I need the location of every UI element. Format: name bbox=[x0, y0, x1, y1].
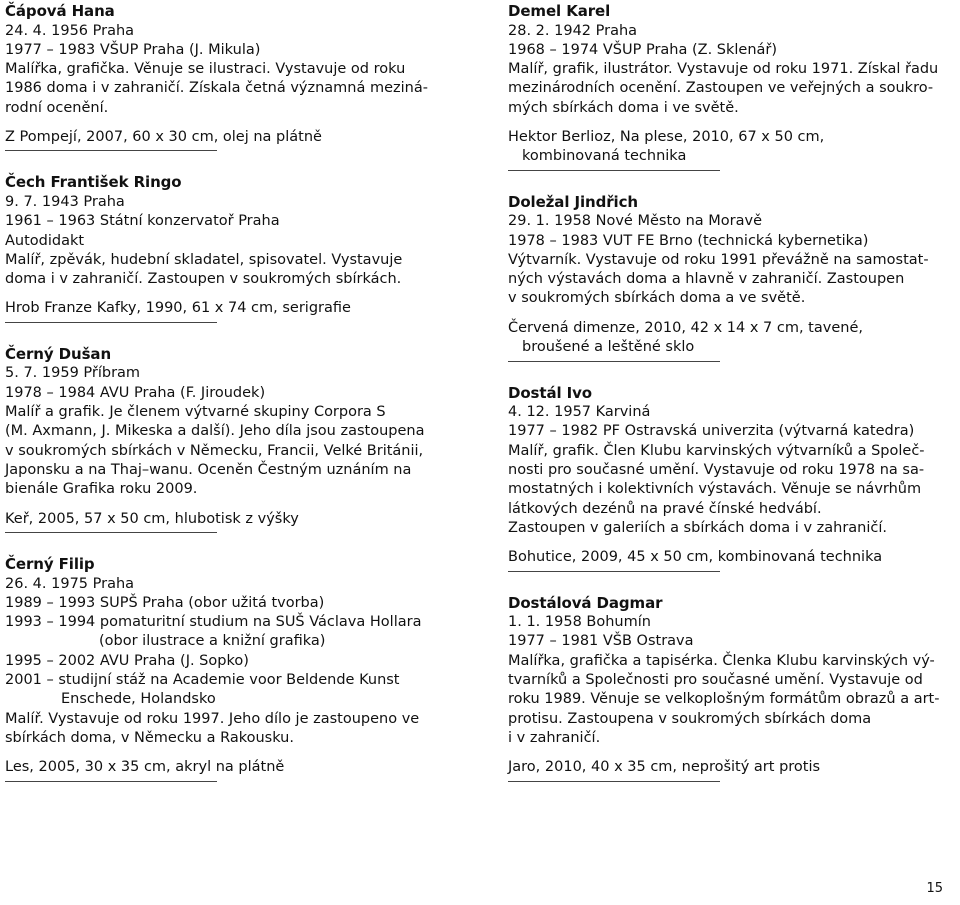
artwork-caption: Keř, 2005, 57 x 50 cm, hlubotisk z výšky bbox=[5, 510, 299, 527]
artist-entry-dolezal-jindrich bbox=[508, 193, 953, 362]
bio-line: 1978 – 1984 AVU Praha (F. Jiroudek) bbox=[5, 384, 266, 401]
artist-name: Demel Karel bbox=[508, 2, 611, 20]
bio-line: Výtvarník. Vystavuje od roku 1991 převážně na samostat- bbox=[508, 251, 929, 268]
bio-line: 1977 – 1981 VŠB Ostrava bbox=[508, 633, 694, 650]
bio-line: 28. 2. 1942 Praha bbox=[508, 22, 638, 39]
artwork-caption: Hrob Franze Kafky, 1990, 61 x 74 cm, serigrafie bbox=[5, 300, 351, 317]
right-column bbox=[508, 2, 953, 782]
artist-entry-cerny-filip bbox=[5, 555, 460, 782]
bio-line: bienále Grafika roku 2009. bbox=[5, 481, 198, 498]
page-number: 15 bbox=[926, 881, 943, 896]
bio-line: 4. 12. 1957 Karviná bbox=[508, 404, 651, 421]
bio-line: Malíř, zpěvák, hudební skladatel, spisovatel. Vystavuje bbox=[5, 251, 403, 268]
bio-line: Malíř a grafik. Je členem výtvarné skupiny Corpora S bbox=[5, 404, 386, 421]
artwork-caption-cont: broušené a leštěné sklo bbox=[522, 339, 695, 356]
bio-line: Enschede, Holandsko bbox=[61, 691, 216, 708]
bio-line: ných výstavách doma a hlavně v zahraničí. Zastoupen bbox=[508, 271, 905, 288]
bio-line: 1978 – 1983 VUT FE Brno (technická kybernetika) bbox=[508, 232, 869, 249]
artist-name: Čech František Ringo bbox=[5, 173, 182, 192]
bio-line: i v zahraničí. bbox=[508, 729, 601, 746]
bio-line: protisu. Zastoupena v soukromých sbírkách doma bbox=[508, 710, 872, 727]
artist-entry-dostal-ivo bbox=[508, 384, 953, 572]
bio-line: (obor ilustrace a knižní grafika) bbox=[99, 633, 326, 650]
left-column bbox=[5, 2, 460, 782]
artist-name: Čápová Hana bbox=[5, 2, 115, 20]
artist-entry-capova-hana bbox=[5, 2, 460, 151]
bio-line: v soukromých sbírkách v Německu, Francii, Velké Británii, bbox=[5, 442, 424, 459]
artist-name: Dostál Ivo bbox=[508, 383, 593, 402]
artwork-caption: Bohutice, 2009, 45 x 50 cm, kombinovaná technika bbox=[508, 549, 883, 566]
divider bbox=[508, 781, 720, 782]
bio-line: 26. 4. 1975 Praha bbox=[5, 575, 135, 592]
artist-name: Černý Dušan bbox=[5, 344, 112, 363]
artist-entry-dostalova-dagmar bbox=[508, 594, 953, 782]
bio-line: Malířka, grafička. Věnuje se ilustraci. Vystavuje od roku bbox=[5, 61, 406, 78]
bio-line: rodní ocenění. bbox=[5, 99, 109, 116]
bio-line: látkových dezénů na pravé čínské hedvábí. bbox=[508, 500, 822, 517]
bio-line: 9. 7. 1943 Praha bbox=[5, 193, 125, 210]
bio-line: doma i v zahraničí. Zastoupen v soukromých sbírkách. bbox=[5, 271, 402, 288]
bio-line: 1977 – 1982 PF Ostravská univerzita (výtvarná katedra) bbox=[508, 423, 915, 440]
bio-line: Malíř, grafik. Člen Klubu karvinských výtvarníků a Společ- bbox=[508, 442, 925, 459]
bio-line: nosti pro současné umění. Vystavuje od roku 1978 na sa- bbox=[508, 461, 925, 478]
bio-line: v soukromých sbírkách doma a ve světě. bbox=[508, 290, 806, 307]
bio-line: Malíř, grafik, ilustrátor. Vystavuje od roku 1971. Získal řadu bbox=[508, 61, 939, 78]
bio-line: 1961 – 1963 Státní konzervatoř Praha bbox=[5, 213, 280, 230]
artist-entry-cech-frantisek bbox=[5, 173, 460, 322]
artwork-caption-cont: kombinovaná technika bbox=[522, 148, 687, 165]
bio-line: mostatných i kolektivních výstavách. Věnuje se návrhům bbox=[508, 481, 922, 498]
bio-line: Zastoupen v galeriích a sbírkách doma i v zahraničí. bbox=[508, 519, 887, 536]
bio-line: 5. 7. 1959 Příbram bbox=[5, 365, 141, 382]
bio-line: Malíř. Vystavuje od roku 1997. Jeho dílo je zastoupeno ve bbox=[5, 710, 420, 727]
artwork-caption: Les, 2005, 30 x 35 cm, akryl na plátně bbox=[5, 759, 285, 776]
bio-line: roku 1989. Věnuje se velkoplošným formátům obrazů a art- bbox=[508, 691, 940, 708]
artist-entry-cerny-dusan bbox=[5, 345, 460, 533]
bio-line: 1986 doma i v zahraničí. Získala četná významná meziná- bbox=[5, 80, 428, 97]
artist-name: Černý Filip bbox=[5, 555, 95, 574]
bio-line: 1995 – 2002 AVU Praha (J. Sopko) bbox=[5, 652, 249, 669]
artist-entry-demel-karel bbox=[508, 2, 953, 171]
bio-line: sbírkách doma, v Německu a Rakousku. bbox=[5, 729, 294, 746]
bio-line: 24. 4. 1956 Praha bbox=[5, 22, 135, 39]
bio-line: 1989 – 1993 SUPŠ Praha (obor užitá tvorba) bbox=[5, 594, 325, 611]
bio-line: 1993 – 1994 pomaturitní studium na SUŠ Václava Hollara bbox=[5, 614, 422, 631]
bio-line: Malířka, grafička a tapisérka. Členka Klubu karvinských vý- bbox=[508, 652, 935, 669]
bio-line: (M. Axmann, J. Mikeska a další). Jeho díla jsou zastoupena bbox=[5, 423, 425, 440]
bio-line: 1977 – 1983 VŠUP Praha (J. Mikula) bbox=[5, 41, 261, 58]
bio-line: 2001 – studijní stáž na Academie voor Beldende Kunst bbox=[5, 672, 400, 689]
bio-line: mých sbírkách doma i ve světě. bbox=[508, 99, 739, 116]
artwork-caption: Jaro, 2010, 40 x 35 cm, neprošitý art protis bbox=[508, 759, 821, 776]
artwork-caption: Červená dimenze, 2010, 42 x 14 x 7 cm, tavené, bbox=[508, 319, 863, 336]
artwork-caption: Hektor Berlioz, Na plese, 2010, 67 x 50 cm, bbox=[508, 128, 825, 145]
artist-name: Dostálová Dagmar bbox=[508, 593, 663, 612]
bio-line: 29. 1. 1958 Nové Město na Moravě bbox=[508, 213, 763, 230]
bio-line: Japonsku a na Thaj–wanu. Oceněn Čestným uznáním na bbox=[5, 461, 412, 478]
artist-name: Doležal Jindřich bbox=[508, 192, 638, 211]
bio-line: Autodidakt bbox=[5, 232, 85, 249]
bio-line: 1. 1. 1958 Bohumín bbox=[508, 614, 651, 631]
bio-line: mezinárodních ocenění. Zastoupen ve veřejných a soukro- bbox=[508, 80, 934, 97]
artwork-caption: Z Pompejí, 2007, 60 x 30 cm, olej na plátně bbox=[5, 128, 322, 145]
divider bbox=[5, 781, 217, 782]
bio-line: tvarníků a Společnosti pro současné umění. Vystavuje od bbox=[508, 672, 923, 689]
bio-line: 1968 – 1974 VŠUP Praha (Z. Sklenář) bbox=[508, 41, 778, 58]
